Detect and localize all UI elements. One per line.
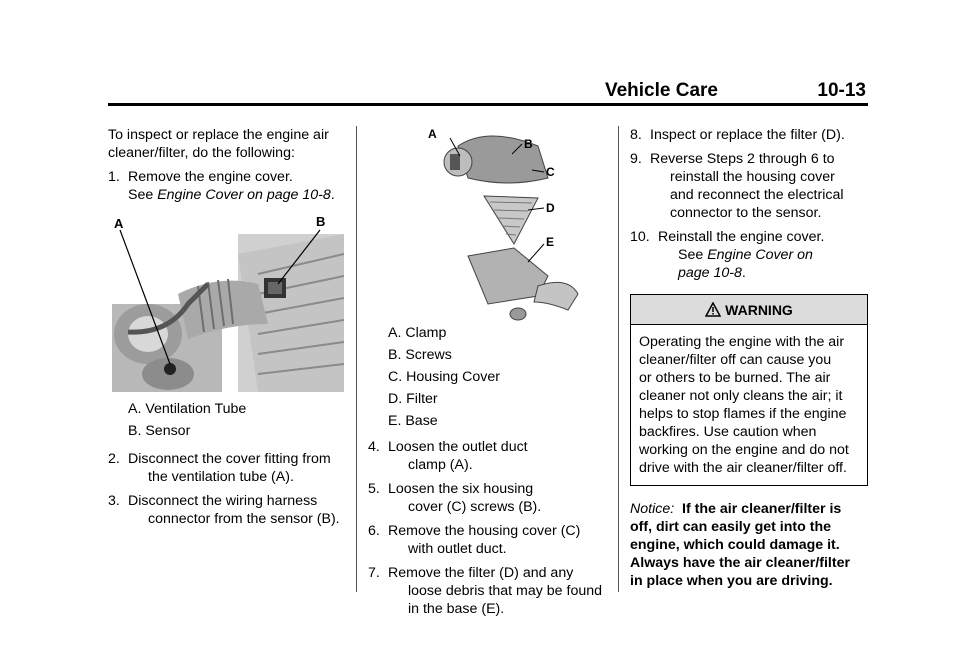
step-text: Disconnect the cover fitting from [128,451,331,467]
step-text: Reverse Steps 2 through 6 to [650,151,835,167]
step-text: clamp (A). [408,457,473,473]
step-text: in the base (E). [408,601,505,617]
notice-label: Notice: [630,501,675,517]
period: . [741,265,746,281]
column-divider [618,126,619,592]
step-text: Remove the housing cover (C) [388,523,581,539]
see-label: See [678,247,704,263]
step-6 [368,522,604,558]
column-2 [368,126,604,624]
figure-legend [128,400,344,440]
step-3 [108,492,344,528]
step-2 [108,450,344,486]
step-text: Remove the engine cover. [128,169,293,185]
notice-line: off, dirt can easily get into the [630,519,832,535]
warning-line: or others to be burned. The air [639,370,831,386]
see-label: See [128,187,154,203]
step-text: Inspect or replace the filter (D). [650,127,845,143]
callout-b: B [316,214,326,229]
warning-header [631,295,867,325]
figure-legend [388,324,604,430]
air-cleaner-exploded-illustration [428,126,588,322]
cross-reference: Engine Cover on page 10-8 [157,187,331,203]
step-text: cover (C) screws (B). [408,499,542,515]
callout-c: C [546,165,555,179]
step-number: 4. [368,439,380,455]
exploded-view-svg [428,126,588,322]
header-rule [108,103,868,106]
callout-b: B [524,137,533,151]
legend-item: A. Ventilation Tube [128,401,247,417]
legend-item: C. Housing Cover [388,369,500,385]
step-9 [630,150,868,222]
step-number: 9. [630,151,642,167]
step-text: loose debris that may be found [408,583,603,599]
column-divider [356,126,357,592]
step-number: 8. [630,127,642,143]
step-text: Loosen the six housing [388,481,534,497]
warning-line: backfires. Use caution when [639,424,817,440]
warning-title: WARNING [725,301,793,318]
callout-d: D [546,201,555,215]
step-number: 3. [108,493,120,509]
warning-line: working on the engine and do not [639,442,849,458]
step-text: the ventilation tube (A). [148,469,294,485]
notice-line: If the air cleaner/filter is [682,501,842,517]
step-text: with outlet duct. [408,541,507,557]
step-text: connector to the sensor. [670,205,822,221]
engine-photo-svg [108,214,344,394]
step-number: 1. [108,169,120,185]
step-number: 5. [368,481,380,497]
notice-block [630,500,868,590]
period: . [330,187,335,203]
step-text: Reinstall the engine cover. [658,229,825,245]
legend-item: B. Sensor [128,423,191,439]
cross-reference: page 10-8 [678,265,742,281]
column-1 [108,126,344,534]
page-number: 10-13 [817,80,866,101]
legend-item: A. Clamp [388,325,447,341]
warning-line: cleaner not only cleans the air; it [639,388,843,404]
callout-e: E [546,235,555,249]
step-text: Remove the filter (D) and any [388,565,574,581]
step-7 [368,564,604,618]
notice-line: Always have the air cleaner/filter [630,555,851,571]
step-text: connector from the sensor (B). [148,511,340,527]
warning-box [630,294,868,486]
warning-triangle-icon [705,302,721,318]
step-text: Disconnect the wiring harness [128,493,318,509]
legend-item: D. Filter [388,391,438,407]
step-text: and reconnect the electrical [670,187,844,203]
notice-line: in place when you are driving. [630,573,833,589]
legend-item: B. Screws [388,347,452,363]
warning-line: Operating the engine with the air [639,334,845,350]
cross-reference: Engine Cover on [707,247,813,263]
callout-a: A [114,216,124,231]
step-number: 6. [368,523,380,539]
notice-line: engine, which could damage it. [630,537,840,553]
column-3 [630,126,868,590]
legend-item: E. Base [388,413,438,429]
warning-line: helps to stop flames if the engine [639,406,847,422]
step-text: Loosen the outlet duct [388,439,528,455]
step-5 [368,480,604,516]
warning-line: drive with the air cleaner/filter off. [639,460,847,476]
section-title: Vehicle Care [604,80,718,101]
step-number: 2. [108,451,120,467]
step-1 [108,168,344,204]
step-number: 7. [368,565,380,581]
step-10 [630,228,868,282]
callout-a: A [428,127,437,141]
step-8 [630,126,868,144]
engine-sensor-illustration [108,214,344,394]
warning-line: cleaner/filter off can cause you [639,352,832,368]
step-4 [368,438,604,474]
intro-text: To inspect or replace the engine air cleaner/filter, do the following: [108,127,329,161]
step-number: 10. [630,229,650,245]
step-text: reinstall the housing cover [670,169,835,185]
warning-body [631,325,867,485]
